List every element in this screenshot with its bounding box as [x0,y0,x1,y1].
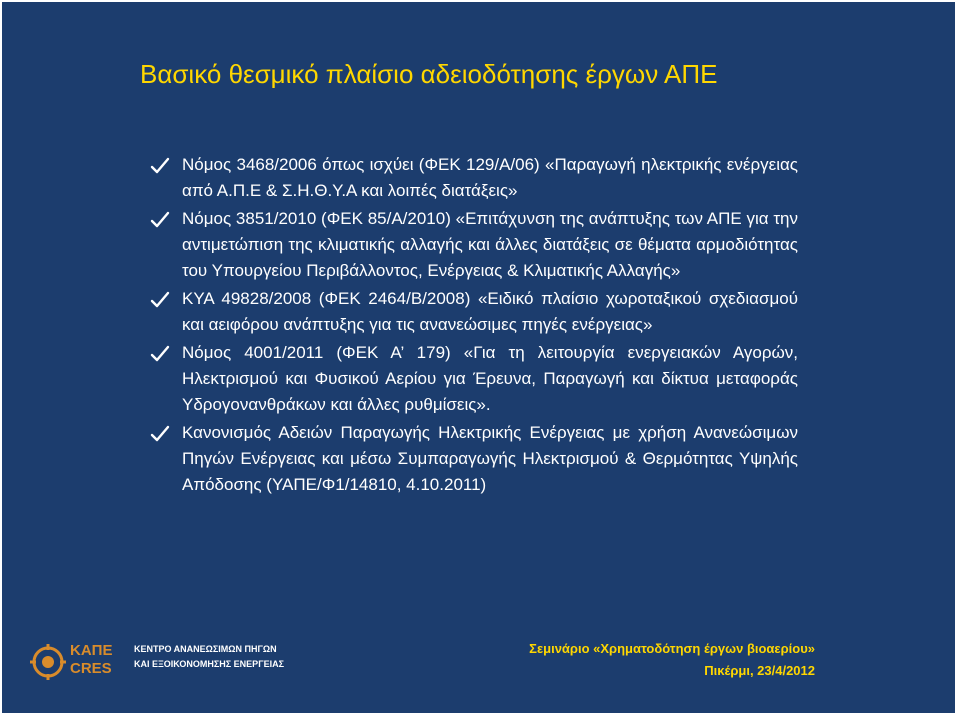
checkmark-icon [150,290,170,310]
list-item-text: Νόμος 3851/2010 (ΦΕΚ 85/Α/2010) «Επιτάχυνση της ανάπτυξης των ΑΠΕ για την αντιμετώπιση της κλιματικής αλλαγής και άλλες διατάξεις σε θέματα αρμοδιότητας του Υπουργείου Περιβάλλοντος, Ενέργειας & Κλιματικής Αλλαγής» [182,209,798,280]
list-item-text: ΚΥΑ 49828/2008 (ΦΕΚ 2464/Β/2008) «Ειδικό πλαίσιο χωροταξικού σχεδιασμού και αειφόρου ανάπτυξης για τις ανανεώσιμες πηγές ενέργειας» [182,289,798,334]
list-item [150,152,798,204]
logo-name-line1: ΚΕΝΤΡΟ ΑΝΑΝΕΩΣΙΜΩΝ ΠΗΓΩΝ [134,644,277,654]
slide [2,2,955,713]
list-item [150,206,798,284]
checkmark-icon [150,424,170,444]
footer-place-date: Πικέρμι, 23/4/2012 [704,663,815,678]
list-item [150,340,798,418]
list-item [150,420,798,498]
cres-emblem-icon [30,642,66,682]
footer [529,638,815,682]
cres-logo [30,638,290,690]
list-item [150,286,798,338]
logo-abbr-greek: ΚΑΠΕ [70,642,113,659]
logo-abbr-latin: CRES [70,660,112,677]
slide-title: Βασικό θεσμικό πλαίσιο αδειοδότησης έργων ΑΠΕ [140,59,718,89]
list-item-text: Κανονισμός Αδειών Παραγωγής Ηλεκτρικής Ενέργειας με χρήση Ανανεώσιμων Πηγών Ενέργειας και μέσω Συμπαραγωγής Ηλεκτρισμού & Θερμότητας Υψηλής Απόδοσης (ΥΑΠΕ/Φ1/14810, 4.10.2011) [182,423,798,494]
footer-seminar: Σεμινάριο «Χρηματοδότηση έργων βιοαερίου» [529,641,815,656]
bullet-list [150,152,798,500]
checkmark-icon [150,156,170,176]
checkmark-icon [150,210,170,230]
logo-abbreviation [70,642,126,678]
checkmark-icon [150,344,170,364]
list-item-text: Νόμος 3468/2006 όπως ισχύει (ΦΕΚ 129/Α/06) «Παραγωγή ηλεκτρικής ενέργειας από Α.Π.Ε & Σ.Η.Θ.Υ.Α και λοιπές διατάξεις» [182,155,798,200]
logo-full-name [134,642,294,672]
logo-name-line2: ΚΑΙ ΕΞΟΙΚΟΝΟΜΗΣΗΣ ΕΝΕΡΓΕΙΑΣ [134,659,285,669]
list-item-text: Νόμος 4001/2011 (ΦΕΚ Α’ 179) «Για τη λειτουργία ενεργειακών Αγορών, Ηλεκτρισμού και Φυσικού Αερίου για Έρευνα, Παραγωγή και δίκτυα μεταφοράς Υδρογονανθράκων και άλλες ρυθμίσεις». [182,343,798,414]
